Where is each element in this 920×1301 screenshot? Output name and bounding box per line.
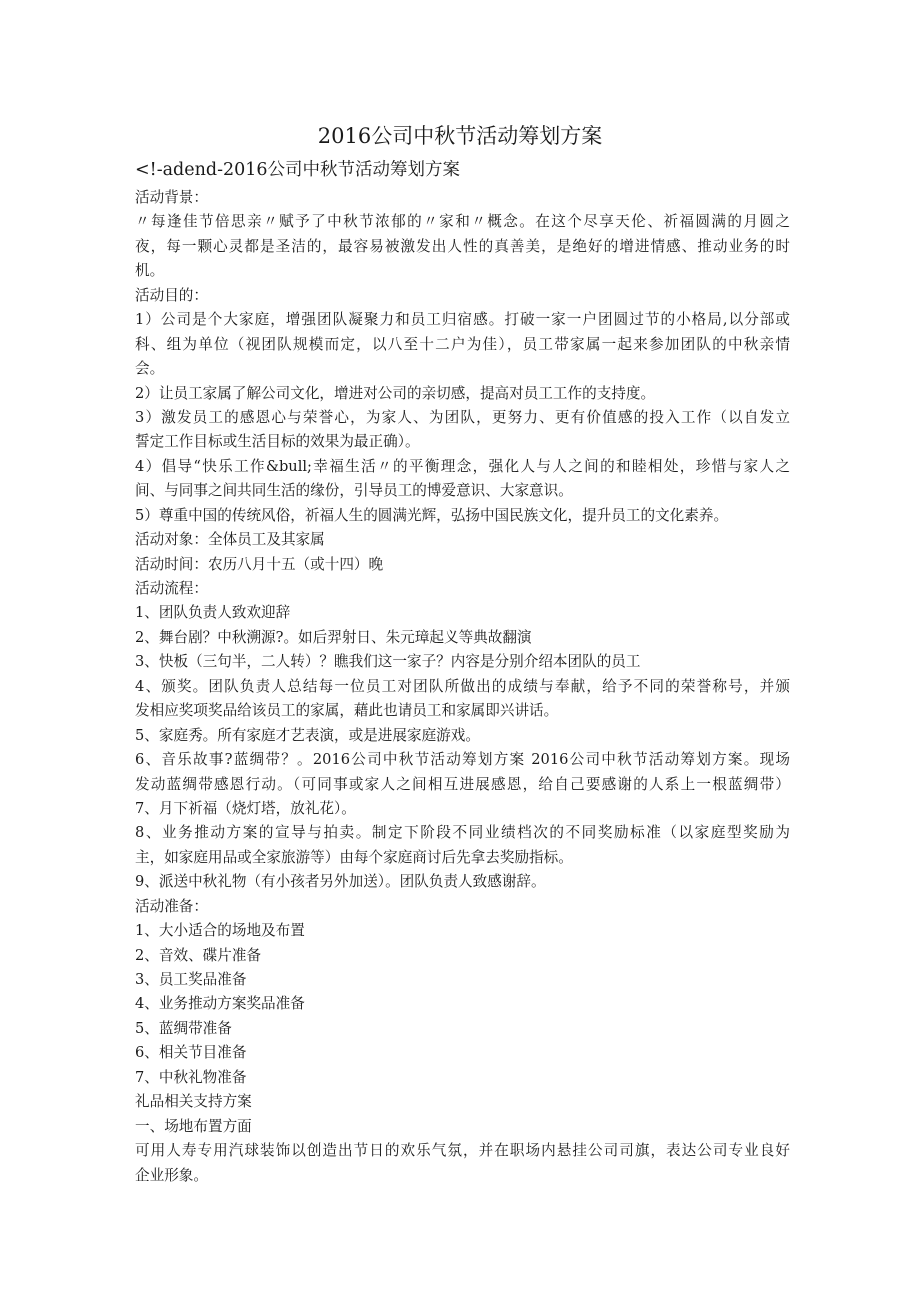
body-line: 活动对象：全体员工及其家属 xyxy=(135,531,325,549)
body-line: 4）倡导“快乐工作&bull;幸福生活〃的平衡理念，强化人与人之间的和睦相处，珍惜与家人之 xyxy=(135,457,790,475)
body-line: 4、颁奖。团队负责人总结每一位员工对团队所做出的成绩与奉献，给予不同的荣誉称号，并颁 xyxy=(135,677,790,695)
body-line: 活动时间：农历八月十五（或十四）晚 xyxy=(135,555,384,573)
body-line: 3）激发员工的感恩心与荣誉心，为家人、为团队，更努力、更有价值感的投入工作（以自发立 xyxy=(135,408,790,426)
body-line: 〃每逢佳节倍思亲〃赋予了中秋节浓郁的〃家和〃概念。在这个尽享天伦、祈福圆满的月圆之 xyxy=(135,213,790,231)
body-line: 7、月下祈福（烧灯塔，放礼花）。 xyxy=(135,799,356,817)
body-line: 誓定工作目标或生活目标的效果为最正确）。 xyxy=(135,433,420,451)
body-line: 2）让员工家属了解公司文化，增进对公司的亲切感，提高对员工工作的支持度。 xyxy=(135,384,656,402)
body-line: 5）尊重中国的传统风俗，祈福人生的圆满光辉，弘扬中国民族文化，提升员工的文化素养。 xyxy=(135,506,729,524)
body-line: 间、与同事之间共同生活的缘份，引导员工的博爱意识、大家意识。 xyxy=(135,482,573,500)
body-line: 活动背景： xyxy=(135,189,208,206)
document-body xyxy=(135,186,790,1188)
body-line: 1、团队负责人致欢迎辞 xyxy=(135,604,291,622)
body-line: 发动蓝绸带感恩行动。（可同事或家人之间相互进展感恩，给自己要感谢的人系上一根蓝绸带） xyxy=(135,775,790,793)
body-line: 发相应奖项奖品给该员工的家属，藉此也请员工和家属即兴讲话。 xyxy=(135,702,559,720)
body-line: 主，如家庭用品或全家旅游等）由每个家庭商讨后先拿去奖励指标。 xyxy=(135,848,573,866)
body-line: 5、蓝绸带准备 xyxy=(135,1019,232,1037)
body-line: 企业形象。 xyxy=(135,1166,208,1184)
document-subtitle: <!-adend-2016公司中秋节活动筹划方案 xyxy=(135,160,461,180)
body-line: 3、员工奖品准备 xyxy=(135,971,247,988)
body-line: 4、业务推动方案奖品准备 xyxy=(135,995,305,1013)
body-line: 2、音效、碟片准备 xyxy=(135,946,262,964)
body-line: 科、组为单位（视团队规模而定，以八至十二户为佳），员工带家属一起来参加团队的中秋亲情 xyxy=(135,335,790,353)
body-line: 活动目的： xyxy=(135,286,208,304)
body-line: 一、场地布置方面 xyxy=(135,1117,252,1135)
body-line: 5、家庭秀。所有家庭才艺表演，或是进展家庭游戏。 xyxy=(135,726,480,744)
body-line: 8、业务推动方案的宣导与拍卖。制定下阶段不同业绩档次的不同奖励标准（以家庭型奖励为 xyxy=(135,824,790,842)
body-line: 礼品相关支持方案 xyxy=(135,1093,252,1111)
body-line: 9、派送中秋礼物（有小孩者另外加送）。团队负责人致感谢辞。 xyxy=(135,873,546,891)
body-line: 活动流程： xyxy=(135,580,208,597)
body-line: 7、中秋礼物准备 xyxy=(135,1068,247,1086)
body-line: 1、大小适合的场地及布置 xyxy=(135,922,305,940)
body-line: 6、相关节目准备 xyxy=(135,1044,247,1062)
body-line: 机。 xyxy=(135,262,165,280)
body-line: 可用人寿专用汽球装饰以创造出节日的欢乐气氛，并在职场内悬挂公司司旗，表达公司专业良好 xyxy=(135,1142,790,1160)
body-line: 会。 xyxy=(135,360,165,378)
body-line: 2、舞台剧？中秋溯源?。如后羿射日、朱元璋起义等典故翻演 xyxy=(135,628,532,646)
body-line: 3、快板（三句半，二人转）？瞧我们这一家子？内容是分别介绍本团队的员工 xyxy=(135,653,641,671)
body-line: 1）公司是个大家庭，增强团队凝聚力和员工归宿感。打破一家一户团圆过节的小格局,以分部或 xyxy=(135,311,790,329)
document-title: 2016公司中秋节活动筹划方案 xyxy=(317,124,603,148)
body-line: 活动准备： xyxy=(135,897,208,915)
body-line: 6、音乐故事?蓝绸带？。2016公司中秋节活动筹划方案 2016公司中秋节活动筹划方案。现场 xyxy=(135,751,790,769)
body-line: 夜，每一颗心灵都是圣洁的，最容易被激发出人性的真善美，是绝好的增进情感、推动业务的时 xyxy=(135,237,790,255)
